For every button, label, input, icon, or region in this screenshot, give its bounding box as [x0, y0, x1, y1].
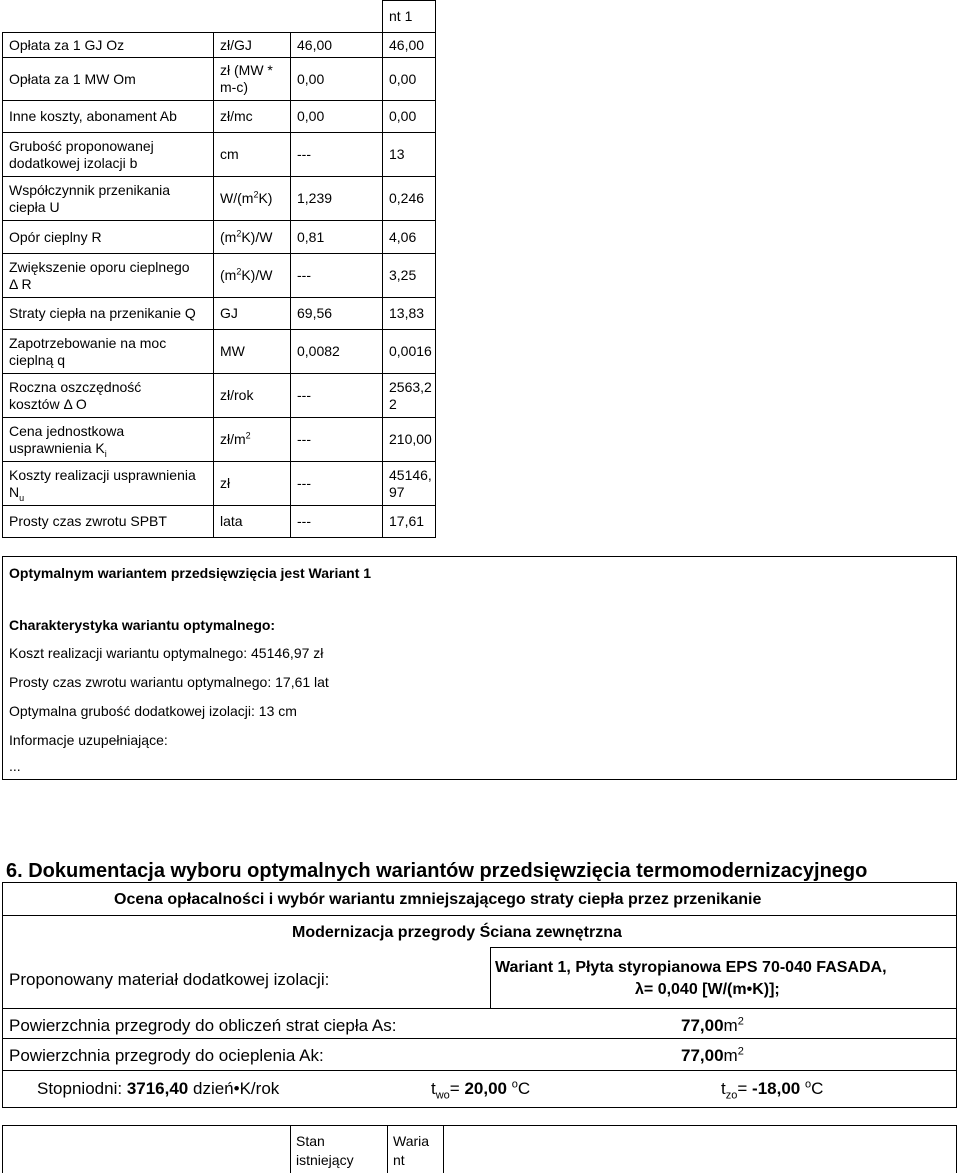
row-divider: [490, 947, 956, 948]
column-divider: [490, 947, 491, 1008]
row-label: [3, 330, 214, 374]
row-divider: [3, 1008, 956, 1009]
row-label: [3, 374, 214, 418]
row-value-variant: 0,246: [383, 177, 436, 221]
unit-sup: 2: [236, 227, 242, 238]
row-unit-text: zł (MW * m-c): [220, 62, 273, 95]
label-part: Cena jednostkowa usprawnienia K: [9, 422, 125, 456]
unit-part: K)/W: [241, 228, 273, 245]
material-label: Proponowany materiał dodatkowej izolacji:: [9, 970, 330, 989]
section6-table: [2, 882, 957, 1108]
supplementary-info-label: Informacje uzupełniające:: [9, 732, 168, 748]
row-unit: zł/rok: [214, 374, 291, 418]
row-label: [3, 254, 214, 298]
row-unit: zł/GJ: [214, 33, 291, 58]
column-divider: [387, 1126, 388, 1173]
column-header-variant: Waria nt: [393, 1133, 430, 1168]
tzo-value: -18,00: [752, 1079, 801, 1098]
row-label-text: Zapotrzebowanie na moc cieplną q: [9, 334, 167, 368]
row-value-current: 1,239: [291, 177, 383, 221]
row-label: Inne koszty, abonament Ab: [3, 101, 214, 133]
ak-value: [681, 1046, 744, 1066]
unit-part: zł/m: [220, 431, 246, 447]
column-divider: [290, 1126, 291, 1173]
row-label: Opłata za 1 MW Om: [3, 58, 214, 101]
optimal-thickness: Optymalna grubość dodatkowej izolacji: 13 cm: [9, 703, 297, 719]
section-heading: 6. Dokumentacja wyboru optymalnych wariantów przedsięwzięcia termomodernizacyjnego: [6, 860, 868, 882]
label-sub: u: [19, 492, 25, 503]
row-value-current: 69,56: [291, 298, 383, 330]
row-label: [3, 133, 214, 177]
lambda-value: λ= 0,040 [W/(m•K)];: [635, 981, 780, 998]
variant-description: Wariant 1, Płyta styropianowa EPS 70-040 FASADA,: [495, 959, 887, 976]
optimal-cost: Koszt realizacji wariantu optymalnego: 45146,97 zł: [9, 645, 324, 661]
row-value-current: ---: [291, 462, 383, 506]
as-unit: m: [723, 1016, 738, 1035]
unit-part: K)/W: [241, 267, 273, 283]
row-divider: [3, 915, 956, 916]
modernization-title: Modernizacja przegrody Ściana zewnętrzna: [292, 924, 622, 941]
row-unit: [214, 221, 291, 254]
row-label-text: Roczna oszczędność kosztów Δ O: [9, 378, 142, 412]
row-value-text: 45146, 97: [389, 466, 432, 500]
supplementary-info-text: ...: [9, 758, 21, 774]
unit-sup: 2: [245, 430, 251, 441]
unit-part: (m: [220, 267, 237, 283]
ak-unit: m: [723, 1046, 738, 1065]
label-sub: i: [104, 448, 107, 459]
row-value-variant: 3,25: [383, 254, 436, 298]
row-unit: [214, 58, 291, 101]
unit-sup: 2: [253, 189, 259, 200]
degree-days-unit: dzień•K/rok: [193, 1079, 280, 1098]
row-label: Opór cieplny R: [3, 221, 214, 254]
as-label: Powierzchnia przegrody do obliczeń strat ciepła As:: [9, 1016, 397, 1035]
row-unit: [214, 254, 291, 298]
tzo-unit: C: [811, 1079, 824, 1098]
assessment-subtitle: Ocena opłacalności i wybór wariantu zmniejszającego straty ciepła przez przenikanie: [114, 891, 762, 908]
twi-unit: C: [517, 1079, 531, 1098]
row-value-variant: 13,83: [383, 298, 436, 330]
row-value-variant: 210,00: [383, 418, 436, 462]
row-value-current: ---: [291, 506, 383, 538]
row-value-current: 0,0082: [291, 330, 383, 374]
row-value-variant: 46,00: [383, 33, 436, 58]
ak-label: Powierzchnia przegrody do ocieplenia Ak:: [9, 1046, 324, 1065]
row-value-variant: [383, 374, 436, 418]
row-value-current: 46,00: [291, 33, 383, 58]
row-value-variant: 0,00: [383, 58, 436, 101]
column-divider: [443, 1126, 444, 1173]
degree-days-value: 3716,40: [126, 1079, 189, 1098]
twi-symbol: t: [431, 1079, 436, 1098]
row-unit: zł/mc: [214, 101, 291, 133]
row-value-text: 2563,2 2: [389, 378, 432, 412]
unit-part: W/(m: [220, 190, 254, 206]
as-unit-sup: 2: [737, 1015, 744, 1028]
row-value-variant: [383, 462, 436, 506]
row-value-variant: 17,61: [383, 506, 436, 538]
row-label: Prosty czas zwrotu SPBT: [3, 506, 214, 538]
row-divider: [3, 1070, 956, 1071]
column-header-variant: nt 1: [383, 1, 436, 33]
row-value-current: ---: [291, 133, 383, 177]
label-part: Koszty realizacji usprawnienia N: [9, 466, 196, 500]
row-unit: [214, 177, 291, 221]
optimal-payback: Prosty czas zwrotu wariantu optymalnego: 17,61 lat: [9, 674, 329, 690]
blank-cell: [3, 1, 214, 33]
row-unit: [214, 418, 291, 462]
row-unit: cm: [214, 133, 291, 177]
characteristics-title: Charakterystyka wariantu optymalnego:: [9, 617, 276, 633]
row-unit: zł: [214, 462, 291, 506]
row-label: [3, 177, 214, 221]
row-label: [3, 418, 214, 462]
blank-cell: [214, 1, 291, 33]
row-label: Straty ciepła na przenikanie Q: [3, 298, 214, 330]
tzo-degree: o: [804, 1078, 812, 1091]
row-value-current: 0,81: [291, 221, 383, 254]
unit-sup: 2: [236, 266, 242, 277]
row-value-variant: 4,06: [383, 221, 436, 254]
unit-part: (m: [220, 228, 237, 245]
row-unit: GJ: [214, 298, 291, 330]
ak-unit-sup: 2: [737, 1045, 744, 1058]
row-value-current: 0,00: [291, 58, 383, 101]
degree-days-label: Stopniodni:: [37, 1079, 123, 1098]
twi-value: 20,00: [464, 1079, 508, 1098]
tzo-symbol: t: [721, 1079, 726, 1098]
row-value-current: 0,00: [291, 101, 383, 133]
row-value-variant: 0,00: [383, 101, 436, 133]
optimal-variant-statement: Optymalnym wariantem przedsięwzięcia jest Wariant 1: [9, 565, 372, 581]
row-value-variant: 13: [383, 133, 436, 177]
blank-cell: [291, 1, 383, 33]
row-label-text: Współczynnik przenikania ciepła U: [9, 181, 171, 215]
row-label-text: Grubość proponowanej dodatkowej izolacji b: [9, 137, 154, 171]
row-label: [3, 462, 214, 506]
variants-table-header: [2, 1125, 957, 1173]
as-number: 77,00: [681, 1016, 724, 1035]
row-unit: lata: [214, 506, 291, 538]
row-value-variant: 0,0016: [383, 330, 436, 374]
internal-temperature: [431, 1078, 531, 1102]
twi-sub: wo: [435, 1089, 450, 1102]
twi-eq: =: [449, 1079, 460, 1098]
unit-part: K): [258, 190, 273, 206]
tzo-eq: =: [737, 1079, 748, 1098]
optimal-variant-summary: [2, 556, 957, 780]
row-unit: MW: [214, 330, 291, 374]
row-label-text: [9, 467, 209, 501]
row-label-text: [9, 423, 184, 457]
degree-days: [37, 1079, 279, 1099]
twi-degree: o: [511, 1078, 518, 1091]
ak-number: 77,00: [681, 1046, 724, 1065]
row-label-text: Zwiększenie oporu cieplnego Δ R: [9, 258, 190, 292]
row-value-current: ---: [291, 418, 383, 462]
row-value-current: ---: [291, 374, 383, 418]
row-label: Opłata za 1 GJ Oz: [3, 33, 214, 58]
row-divider: [3, 1038, 956, 1039]
external-temperature: [721, 1078, 824, 1102]
as-value: [681, 1016, 744, 1036]
tzo-sub: zo: [725, 1089, 738, 1102]
variant-comparison-table: [2, 0, 436, 538]
row-value-current: ---: [291, 254, 383, 298]
column-header-existing: Stan istniejący: [296, 1133, 354, 1168]
